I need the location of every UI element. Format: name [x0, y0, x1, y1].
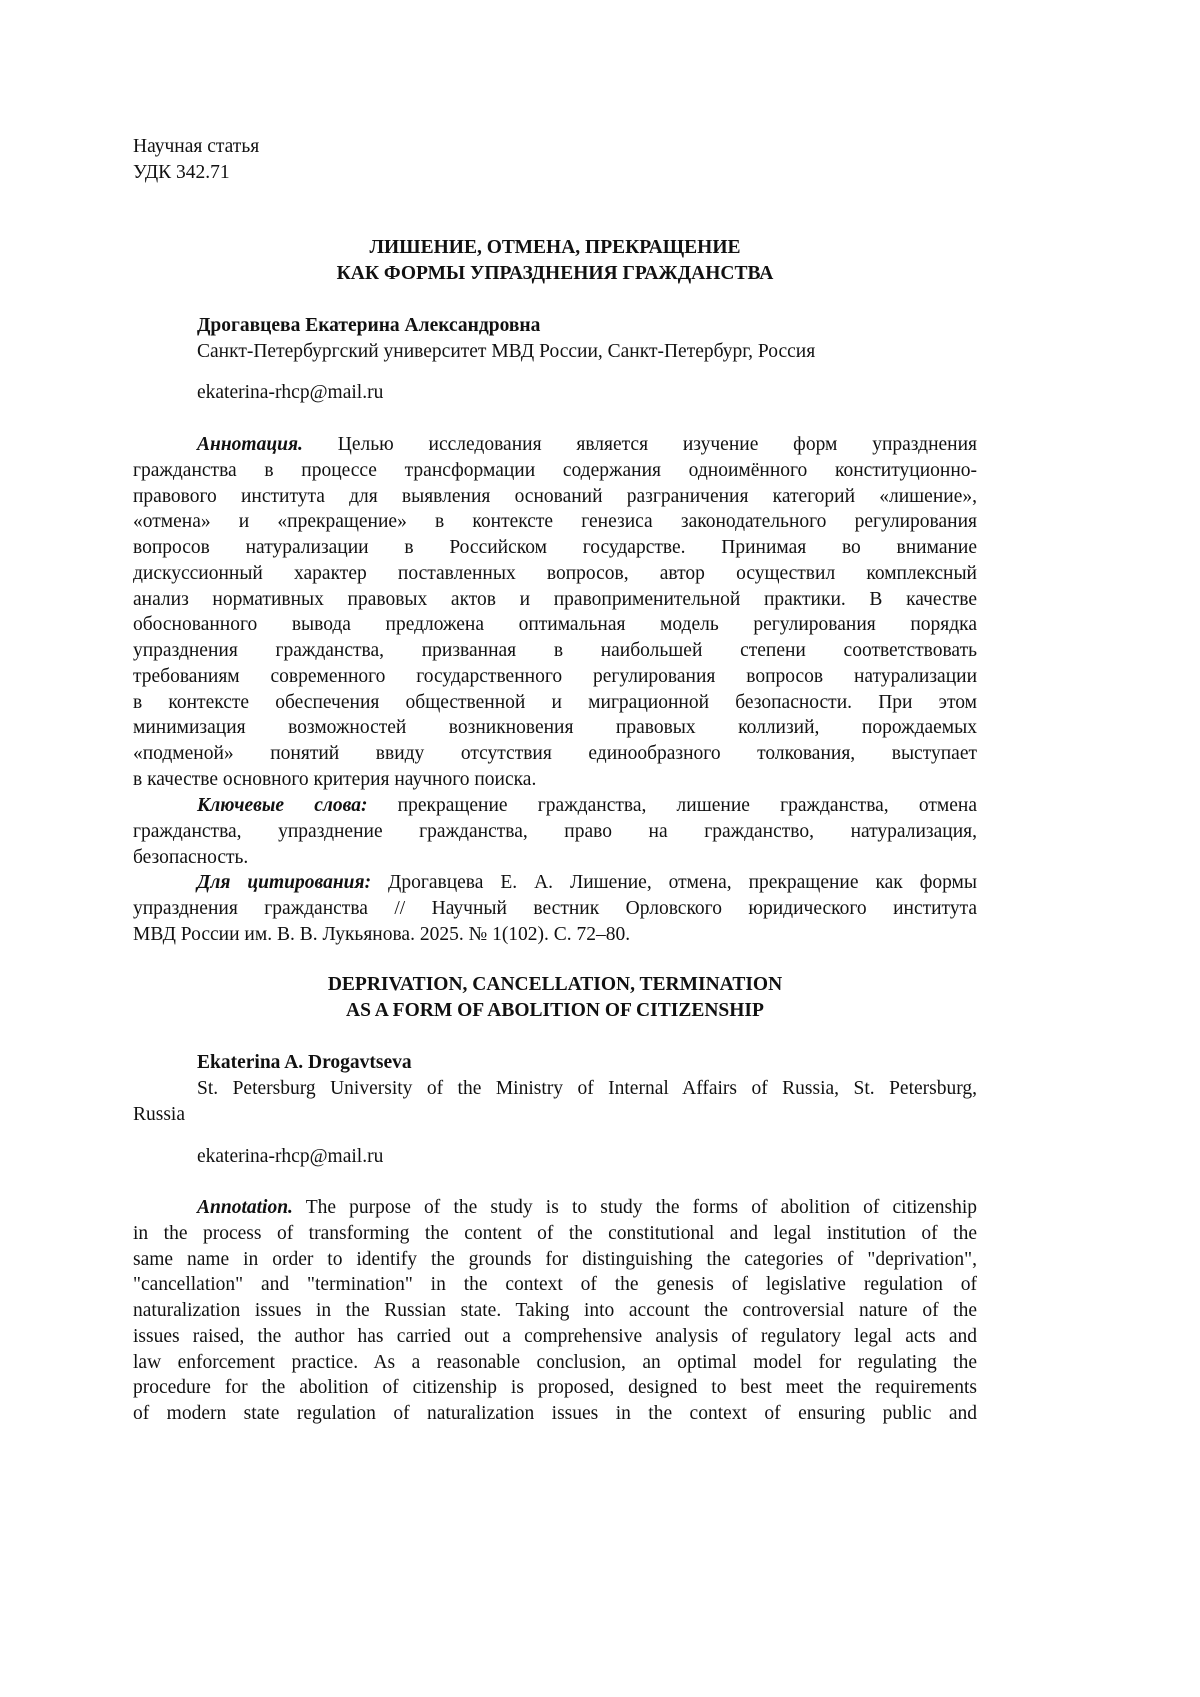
paragraph-text: naturalization issues in the Russian state. Taking into account the controversial nature of the [133, 1300, 977, 1321]
paragraph-text: минимизация возможностей возникновения правовых коллизий, порождаемых [133, 717, 977, 738]
paragraph-text: Дрогавцева Е. А. Лишение, отмена, прекращение как формы [388, 872, 977, 893]
ru-citation [133, 870, 977, 947]
paragraph-line [133, 819, 977, 845]
paragraph-label: Ключевые слова: [197, 795, 367, 816]
ru-email: ekaterina-rhcp@mail.ru [133, 380, 977, 406]
paragraph-line [133, 690, 977, 716]
ru-title [133, 235, 977, 287]
paragraph-line [133, 587, 977, 613]
paragraph-text: law enforcement practice. As a reasonable conclusion, an optimal model for regulating the [133, 1352, 977, 1373]
paragraph-text: анализ нормативных правовых актов и правоприменительной практики. В качестве [133, 589, 977, 610]
paragraph-line [133, 612, 977, 638]
paragraph-text: in the process of transforming the content of the constitutional and legal institution of the [133, 1223, 977, 1244]
paragraph-label: Аннотация. [197, 434, 303, 455]
paragraph-text: of modern state regulation of naturalization issues in the context of ensuring public and [133, 1403, 977, 1424]
udc-code: УДК 342.71 [133, 160, 977, 186]
en-email: ekaterina-rhcp@mail.ru [133, 1144, 977, 1170]
ru-affiliation: Санкт-Петербургский университет МВД России, Санкт-Петербург, Россия [133, 339, 977, 365]
ru-annotation [133, 432, 977, 793]
paragraph-line [133, 664, 977, 690]
en-affiliation: St. Petersburg University of the Ministry of Internal Affairs of Russia, St. Petersburg, [133, 1076, 977, 1102]
en-title-line: DEPRIVATION, CANCELLATION, TERMINATION [133, 972, 977, 998]
en-annotation [133, 1195, 977, 1427]
paragraph-line [133, 432, 977, 458]
ru-title-line: ЛИШЕНИЕ, ОТМЕНА, ПРЕКРАЩЕНИЕ [133, 235, 977, 261]
paragraph-text: The purpose of the study is to study the forms of abolition of citizenship [306, 1197, 977, 1218]
paragraph-text: issues raised, the author has carried out a comprehensive analysis of regulatory legal acts and [133, 1326, 977, 1347]
article-type: Научная статья [133, 134, 977, 160]
paragraph-text: МВД России им. В. В. Лукьянова. 2025. № 1(102). С. 72–80. [133, 924, 630, 945]
en-affiliation-cont: Russia [133, 1102, 977, 1128]
paragraph-text: в качестве основного критерия научного поиска. [133, 769, 536, 790]
paragraph-text: обоснованного вывода предложена оптимальная модель регулирования порядка [133, 614, 977, 635]
paragraph-line [133, 1350, 977, 1376]
paragraph-line [133, 1401, 977, 1427]
paragraph-line [133, 767, 977, 793]
paragraph-line [133, 561, 977, 587]
paragraph-line [133, 1272, 977, 1298]
paragraph-line [133, 1195, 977, 1221]
paragraph-text: procedure for the abolition of citizenship is proposed, designed to best meet the requirements [133, 1377, 977, 1398]
paragraph-text: в контексте обеспечения общественной и миграционной безопасности. При этом [133, 692, 977, 713]
paragraph-line [133, 922, 977, 948]
paragraph-line [133, 715, 977, 741]
en-title [133, 972, 977, 1024]
paragraph-text: «отмена» и «прекращение» в контексте генезиса законодательного регулирования [133, 511, 977, 532]
article-header [133, 134, 977, 186]
paragraph-line [133, 793, 977, 819]
paragraph-line [133, 484, 977, 510]
paragraph-text: гражданства в процессе трансформации содержания одноимённого конституционно- [133, 460, 977, 481]
en-author-name: Ekaterina A. Drogavtseva [133, 1050, 977, 1076]
paragraph-line [133, 1375, 977, 1401]
paragraph-text: Целью исследования является изучение форм упразднения [338, 434, 977, 455]
paragraph-text: дискуссионный характер поставленных вопросов, автор осуществил комплексный [133, 563, 977, 584]
paragraph-line [133, 896, 977, 922]
paragraph-line [133, 509, 977, 535]
en-title-line: AS A FORM OF ABOLITION OF CITIZENSHIP [133, 998, 977, 1024]
ru-keywords [133, 793, 977, 870]
paragraph-text: правового института для выявления оснований разграничения категорий «лишение», [133, 486, 977, 507]
paragraph-line [133, 458, 977, 484]
paragraph-line [133, 1298, 977, 1324]
paragraph-text: "cancellation" and "termination" in the context of the genesis of legislative regulation of [133, 1274, 977, 1295]
paragraph-text: вопросов натурализации в Российском государстве. Принимая во внимание [133, 537, 977, 558]
paragraph-text: гражданства, упразднение гражданства, право на гражданство, натурализация, [133, 821, 977, 842]
en-author-block [133, 1050, 977, 1127]
paragraph-line [133, 535, 977, 561]
paragraph-text: same name in order to identify the grounds for distinguishing the categories of "deprivation", [133, 1249, 977, 1270]
paragraph-text: требованиям современного государственного регулирования вопросов натурализации [133, 666, 977, 687]
paragraph-line [133, 1221, 977, 1247]
paragraph-line [133, 638, 977, 664]
paragraph-label: Для цитирования: [197, 872, 371, 893]
paragraph-line [133, 1324, 977, 1350]
ru-author-name: Дрогавцева Екатерина Александровна [133, 313, 977, 339]
paragraph-text: безопасность. [133, 847, 248, 868]
ru-author-block [133, 313, 977, 365]
ru-title-line: КАК ФОРМЫ УПРАЗДНЕНИЯ ГРАЖДАНСТВА [133, 261, 977, 287]
paragraph-line [133, 845, 977, 871]
paragraph-text: «подменой» понятий ввиду отсутствия единообразного толкования, выступает [133, 743, 977, 764]
paragraph-text: упразднения гражданства, призванная в наибольшей степени соответствовать [133, 640, 977, 661]
paragraph-line [133, 870, 977, 896]
paragraph-text: упразднения гражданства // Научный вестник Орловского юридического института [133, 898, 977, 919]
paragraph-line [133, 741, 977, 767]
paragraph-text: прекращение гражданства, лишение гражданства, отмена [398, 795, 977, 816]
paragraph-label: Annotation. [197, 1197, 293, 1218]
paragraph-line [133, 1247, 977, 1273]
